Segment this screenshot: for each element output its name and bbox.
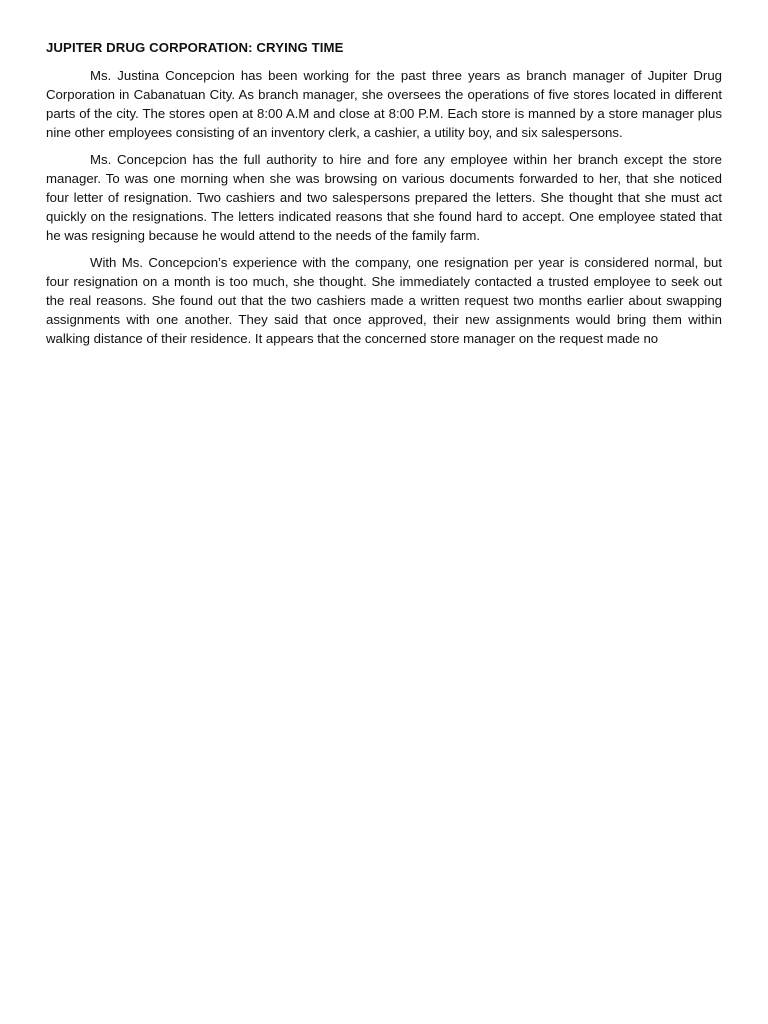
paragraph-3: With Ms. Concepcion’s experience with the company, one resignation per year is considered normal, but four resignation on a month is too much, she thought. She immediately contacted a trusted employee to seek out the real reasons. She found out that the two cashiers made a written request two months earlier about swapping assignments with one another. They said that once approved, their new assignments would bring them within walking distance of their residence. It appears that the concerned store manager on the request made no — [46, 255, 722, 346]
document-body — [46, 38, 722, 356]
paragraph-2: Ms. Concepcion has the full authority to hire and fore any employee within her branch except the store manager. To was one morning when she was browsing on various documents forwarded to her, that she noticed four letter of resignation. Two cashiers and two salespersons prepared the letters. She thought that she must act quickly on the resignations. The letters indicated reasons that she found hard to accept. One employee stated that he was resigning because he would attend to the needs of the family farm. — [46, 152, 722, 243]
document-title: JUPITER DRUG CORPORATION: CRYING TIME — [46, 40, 344, 55]
paragraph-1: Ms. Justina Concepcion has been working for the past three years as branch manager of Jupiter Drug Corporation in Cabanatuan City. As branch manager, she oversees the operations of five stores located in different parts of the city. The stores open at 8:00 A.M and close at 8:00 P.M. Each store is manned by a store manager plus nine other employees consisting of an inventory clerk, a cashier, a utility boy, and six salespersons. — [46, 68, 722, 140]
